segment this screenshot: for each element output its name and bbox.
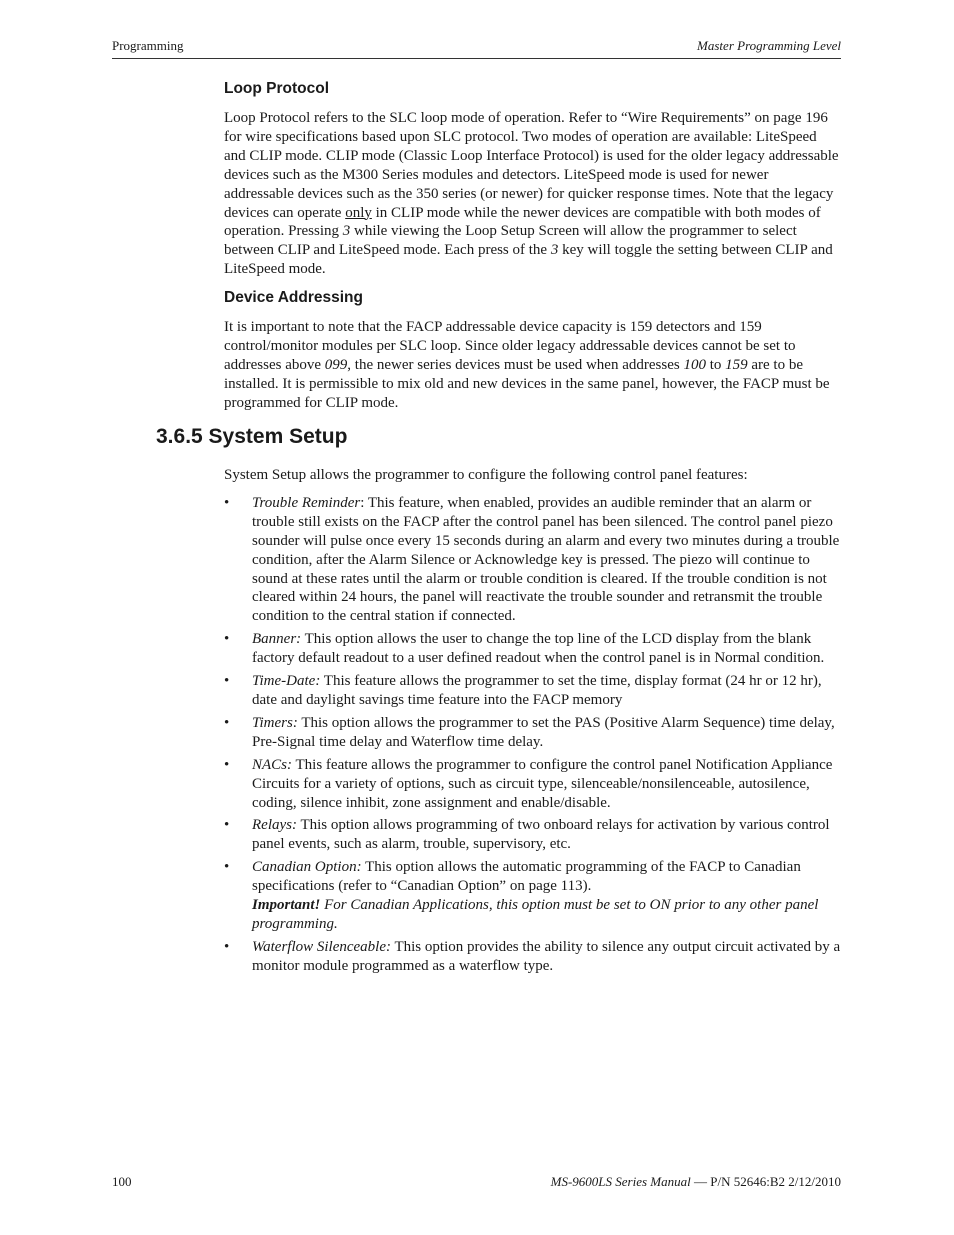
list-item <box>224 858 842 934</box>
feature-term: Time-Date: <box>252 673 321 690</box>
feature-text: : This feature, when enabled, provides an audible reminder that an alarm or trouble still exists on the FACP after the control panel has been silenced. The control panel piezo sounder will pulse once every 15 seconds during an alarm and every two minutes during a trouble condition, after the Alarm Silence or Acknowledge key is pressed. The piezo will continue to sound at these rates until the alarm or trouble condition is cleared. If the trouble condition is not cleared within 24 hours, the panel will reactivate the trouble sounder and retransmit the trouble condition to the central station if connected. <box>252 494 840 625</box>
bullet: • <box>224 756 230 773</box>
header-chapter-title: Master Programming Level <box>697 38 841 53</box>
text-run: are to be installed. It is permissible to mix old and new devices in the same panel, however, the FACP must be programmed for CLIP mode. <box>224 356 830 411</box>
feature-list <box>224 494 842 976</box>
feature-term: Relays: <box>252 817 297 834</box>
list-item <box>224 672 842 710</box>
list-item <box>224 494 842 626</box>
important-text: For Canadian Applications, this option must be set to ON prior to any other panel programming. <box>252 897 819 932</box>
text-run: key will toggle the setting between CLIP and LiteSpeed mode. <box>224 242 833 278</box>
system-setup-content <box>224 466 842 980</box>
feature-term: NACs: <box>252 756 293 773</box>
header-section-title: Programming <box>112 38 184 53</box>
footer-manual-info <box>551 1174 841 1190</box>
key-3: 3 <box>550 242 559 259</box>
list-item <box>224 630 842 668</box>
bullet: • <box>224 817 230 834</box>
loop-protocol-heading: Loop Protocol <box>224 80 330 97</box>
header-rule <box>112 58 841 59</box>
device-addressing-heading: Device Addressing <box>224 289 363 307</box>
feature-term: Timers: <box>252 714 298 731</box>
feature-text: This option provides the ability to silence any output circuit activated by a monitor module programmed as a waterflow type. <box>252 938 841 974</box>
emphasis-only: only <box>345 204 372 221</box>
bullet: • <box>224 631 230 648</box>
feature-text: This option allows the user to change the top line of the LCD display from the blank factory default readout to a user defined readout when the control panel is in Normal condition. <box>252 631 825 667</box>
device-addressing-paragraph <box>224 318 842 413</box>
main-content <box>224 78 842 421</box>
address-100: 100 <box>683 356 706 373</box>
text-run: while viewing the Loop Setup Screen will allow the programmer to select between CLIP and LiteSpeed mode. Each press of the <box>224 223 797 259</box>
list-item <box>224 938 842 976</box>
bullet: • <box>224 938 230 955</box>
text-run: in CLIP mode while the newer devices are compatible with both modes of operation. Pressing <box>224 204 821 240</box>
feature-text: This option allows programming of two onboard relays for activation by various control panel events, such as alarm, trouble, supervisory, etc. <box>252 817 830 853</box>
system-setup-intro: System Setup allows the programmer to configure the following control panel features: <box>224 467 748 483</box>
manual-title: MS-9600LS Series Manual <box>550 1174 691 1189</box>
feature-term: Waterflow Silenceable: <box>252 938 391 955</box>
feature-text: This option allows the programmer to set the PAS (Positive Alarm Sequence) time delay, Pre-Signal time delay and Waterflow time delay. <box>252 714 835 750</box>
page-number: 100 <box>112 1174 132 1189</box>
text-run: to <box>705 356 726 373</box>
feature-text: This option allows the automatic programming of the FACP to Canadian specifications (refer to “Canadian Option” on page 113). <box>252 859 801 895</box>
feature-term: Canadian Option: <box>252 859 362 876</box>
manual-part-number: — P/N 52646:B2 2/12/2010 <box>690 1174 841 1189</box>
bullet: • <box>224 859 230 876</box>
list-item <box>224 714 842 752</box>
feature-text: This feature allows the programmer to set the time, display format (24 hr or 12 hr), date and daylight savings time feature into the FACP memory <box>252 673 822 708</box>
important-label: Important! <box>252 897 321 914</box>
address-099: 099 <box>324 356 348 373</box>
important-note <box>252 897 818 932</box>
key-3: 3 <box>342 223 351 240</box>
bullet: • <box>224 494 230 511</box>
loop-protocol-paragraph <box>224 109 842 279</box>
list-item <box>224 756 842 813</box>
feature-term: Banner: <box>252 631 302 648</box>
text-run: Loop Protocol refers to the SLC loop mode of operation. Refer to “Wire Requirements” on page 196 for wire specifications based upon SLC protocol. Two modes of operation are available: LiteSpeed and CLIP mode. CLIP mode (Classic Loop Interface Protocol) is used for the older legacy addressable devices such as the M300 Series modules and detectors. LiteSpeed mode is used for newer addressable devices such as the 350 series (or newer) for quicker response times. Note that the legacy devices can operate <box>224 110 839 221</box>
bullet: • <box>224 673 230 690</box>
text-run: , the newer series devices must be used when addresses <box>347 356 684 373</box>
list-item <box>224 816 842 854</box>
system-setup-heading: 3.6.5 System Setup <box>156 425 348 448</box>
feature-term: Trouble Reminder <box>252 494 361 511</box>
feature-text: This feature allows the programmer to configure the control panel Notification Appliance Circuits for a variety of options, such as circuit type, silenceable/nonsilenceable, autosilence, coding, silence inhibit, zone assignment and enable/disable. <box>252 756 833 811</box>
text-run: It is important to note that the FACP addressable device capacity is 159 detectors and 159 control/monitor modules per SLC loop. Since older legacy addressable devices cannot be set to addresses above <box>224 319 796 373</box>
address-159: 159 <box>725 356 748 373</box>
bullet: • <box>224 714 230 731</box>
